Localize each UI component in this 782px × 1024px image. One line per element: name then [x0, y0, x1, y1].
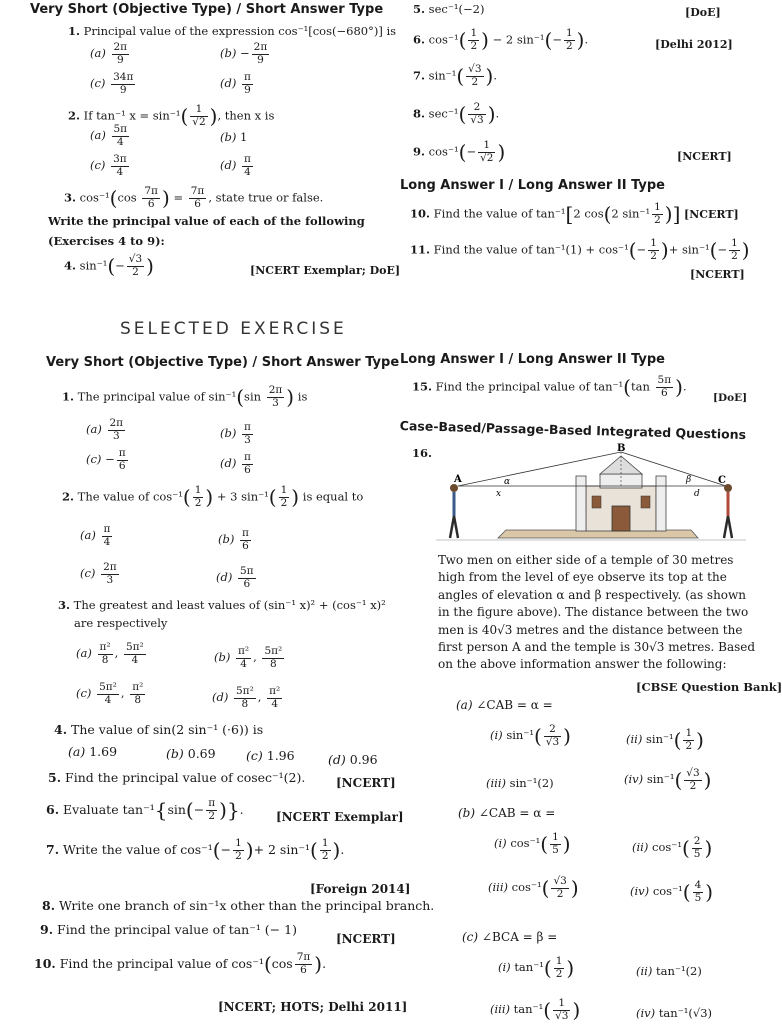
option-iii: (iii) cos⁻¹( $\frac{√3}{2}$ ) — [488, 875, 579, 901]
source-tag: [NCERT Exemplar; DoE] — [250, 264, 401, 277]
temple-window — [592, 496, 601, 508]
sight-line-a — [458, 452, 621, 486]
label-x: x — [496, 489, 502, 499]
section-heading: Case-Based/Passage-Based Integrated Questions — [399, 418, 747, 443]
question-10: 10. Find the principal value of cos⁻¹(cos $\frac{7\pi}{6}$ ). — [34, 951, 327, 976]
question-6: 6. Evaluate tan⁻¹{sin(− $\frac{\pi}{2}$ )}. — [46, 797, 244, 822]
source-tag: [NCERT; HOTS; Delhi 2011] — [218, 1000, 408, 1014]
option-d: (d) $\frac{\pi}{6}$ — [220, 451, 251, 476]
option-b: (b) $\frac{\text{π²}}{4}$ , $\frac{\text{5π²}}{8}$ — [214, 645, 283, 670]
temple-window — [641, 496, 650, 508]
temple-figure — [436, 443, 746, 546]
option-c: (c) 1.96 — [246, 748, 295, 763]
source-tag: [NCERT] — [684, 208, 739, 221]
option-d: (d) $\frac{5\pi}{6}$ — [216, 565, 254, 590]
option-iii: (iii) sin⁻¹(2) — [486, 776, 554, 790]
question-3: 3. cos⁻¹(cos $\frac{7\pi}{6}$ ) = $\frac{7\pi}{6}$ , state true or false. — [64, 185, 324, 210]
source-tag: [NCERT] — [690, 268, 745, 281]
question-10: 10. Find the value of tan⁻¹[2 cos(2 sin⁻¹ $\frac{1}{2}$ )] — [410, 201, 681, 226]
question-5: 5. Find the principal value of cosec⁻¹(2). — [48, 770, 306, 785]
question-1: 1. Principal value of the expression cos⁻¹[cos(−680°)] is — [68, 24, 397, 38]
question-3: 3. The greatest and least values of (sin⁻¹ x)² + (cos⁻¹ x)² — [58, 598, 386, 612]
option-a: (a) $\frac{5\pi}{4}$ — [90, 123, 128, 148]
case-passage: Two men on either side of a temple of 30 metres high from the level of eye observe its top at the angles of elevation α and β respectively. (as shown in the figure above). The distance between the two men is 40√3 metres and the distance between the first person A and the temple is 30√3 metres. Based on the above information answer the following: — [438, 553, 756, 672]
question-11: 11. Find the value of tan⁻¹(1) + cos⁻¹(− $\frac{1}{2}$ )+ sin⁻¹(− $\frac{1}{2}$ ) — [410, 237, 750, 262]
source-tag: [Delhi 2012] — [655, 38, 733, 51]
question-8: 8. sec⁻¹( $\frac{2}{√3}$ ). — [413, 101, 500, 126]
option-iii: (iii) tan⁻¹( $\frac{1}{√3}$ ) — [490, 997, 581, 1023]
part-a-stem: (a) ∠CAB = α = — [456, 698, 553, 712]
temple-tower-left — [576, 476, 586, 531]
option-d: (d) 0.96 — [328, 752, 378, 767]
instruction-line-1: Write the principal value of each of the following — [48, 214, 365, 228]
question-9: 9. cos⁻¹(− $\frac{1}{√2}$ ) — [413, 139, 506, 164]
option-c: (c) $\frac{3\pi}{4}$ — [90, 153, 127, 178]
question-7: 7. Write the value of cos⁻¹(− $\frac{1}{2}$ )+ 2 sin⁻¹( $\frac{1}{2}$ ). — [46, 837, 345, 862]
question-7: 7. sin⁻¹( $\frac{√3}{2}$ ). — [413, 63, 497, 88]
question-8: 8. Write one branch of sin⁻¹x other than the principal branch. — [42, 898, 435, 913]
option-b: (b) − $\frac{2\pi}{9}$ — [220, 41, 268, 66]
question-9: 9. Find the principal value of tan⁻¹ (− 1) — [40, 922, 297, 937]
question-1: 1. The principal value of sin⁻¹(sin $\frac{2\pi}{3}$ ) is — [62, 384, 308, 409]
source-tag: [DoE] — [713, 392, 748, 404]
source-tag: [NCERT] — [336, 776, 396, 790]
option-i: (i) cos⁻¹( $\frac{1}{5}$ ) — [494, 831, 571, 857]
option-a: (a) 1.69 — [68, 744, 118, 759]
cut-heading-remnant: SELECTED EXERCISE — [120, 319, 347, 339]
option-a: (a) $\frac{2\pi}{3}$ — [86, 417, 124, 442]
option-ii: (ii) sin⁻¹( $\frac{1}{2}$ ) — [626, 727, 704, 753]
option-d: (d) $\frac{\pi}{9}$ — [220, 71, 251, 96]
option-b: (b) 0.69 — [166, 746, 216, 761]
option-c: (c) $\frac{\text{5π²}}{4}$ , $\frac{\text{π²}}{8}$ — [76, 681, 144, 706]
source-tag: [CBSE Question Bank] — [636, 680, 782, 694]
section-heading: Long Answer I / Long Answer II Type — [400, 352, 665, 367]
part-c-stem: (c) ∠BCA = β = — [462, 930, 558, 944]
label-c: C — [718, 475, 726, 486]
option-ii: (ii) cos⁻¹( $\frac{2}{5}$ ) — [632, 835, 713, 861]
source-tag: [NCERT] — [677, 150, 732, 163]
option-a: (a) $\frac{\pi}{4}$ — [80, 523, 111, 548]
section-heading: Very Short (Objective Type) / Short Answer Type — [30, 2, 384, 17]
label-a: A — [454, 474, 462, 485]
option-iv: (iv) sin⁻¹( $\frac{√3}{2}$ ) — [624, 767, 712, 793]
option-b: (b) $\frac{\pi}{6}$ — [218, 527, 249, 552]
option-i: (i) sin⁻¹( $\frac{2}{√3}$ ) — [490, 723, 571, 749]
temple-door — [612, 506, 630, 531]
option-c: (c) − $\frac{\pi}{6}$ — [86, 447, 126, 472]
option-iv: (iv) tan⁻¹(√3) — [636, 1006, 712, 1020]
section-heading: Very Short (Objective Type) / Short Answer Type — [46, 355, 400, 370]
option-b: (b) $\frac{\pi}{3}$ — [220, 421, 251, 446]
label-alpha: α — [504, 477, 511, 487]
section-heading: Long Answer I / Long Answer II Type — [400, 178, 665, 193]
option-ii: (ii) tan⁻¹(2) — [636, 964, 702, 978]
option-c: (c) $\frac{34\pi}{9}$ — [90, 71, 134, 96]
source-tag: [DoE] — [685, 6, 721, 19]
label-beta: β — [686, 475, 692, 485]
option-d: (d) $\frac{\pi}{4}$ — [220, 153, 251, 178]
option-i: (i) tan⁻¹( $\frac{1}{2}$ ) — [498, 955, 575, 981]
question-4: 4. sin⁻¹(− $\frac{√3}{2}$ ) — [64, 253, 154, 278]
man-c — [724, 484, 732, 538]
source-tag: [Foreign 2014] — [310, 882, 411, 896]
instruction-line-2: (Exercises 4 to 9): — [48, 234, 165, 248]
option-d: (d) $\frac{\text{5π²}}{8}$ , $\frac{\text{π²}}{4}$ — [212, 685, 281, 710]
option-a: (a) $\frac{\text{π²}}{8}$ , $\frac{\text{5π²}}{4}$ — [76, 641, 144, 666]
option-b: (b) 1 — [220, 130, 248, 144]
source-tag: [NCERT Exemplar] — [276, 810, 404, 824]
question-15: 15. Find the principal value of tan⁻¹(tan $\frac{5\pi}{6}$ ). — [412, 374, 687, 399]
question-2: 2. The value of cos⁻¹( $\frac{1}{2}$ ) + 3 sin⁻¹( $\frac{1}{2}$ ) is equal to — [62, 484, 364, 509]
label-d: d — [694, 489, 700, 499]
part-b-stem: (b) ∠CAB = α = — [458, 806, 556, 820]
label-b: B — [617, 443, 626, 454]
source-tag: [NCERT] — [336, 932, 396, 946]
question-2: 2. If tan⁻¹ x = sin⁻¹( $\frac{1}{√2}$ ), then x is — [68, 103, 275, 128]
temple-tower-right — [656, 476, 666, 531]
man-a — [450, 484, 458, 538]
question-4: 4. The value of sin(2 sin⁻¹ (·6)) is — [54, 722, 264, 737]
option-a: (a) $\frac{2\pi}{9}$ — [90, 41, 128, 66]
option-iv: (iv) cos⁻¹( $\frac{4}{5}$ ) — [630, 879, 714, 905]
question-5: 5. sec⁻¹(−2) — [413, 2, 485, 16]
question-16-number: 16. — [412, 446, 433, 460]
question-6: 6. cos⁻¹( $\frac{1}{2}$ ) − 2 sin⁻¹(− $\frac{1}{2}$ ). — [413, 27, 589, 52]
option-c: (c) $\frac{2\pi}{3}$ — [80, 561, 117, 586]
question-3-continued: are respectively — [74, 616, 168, 630]
